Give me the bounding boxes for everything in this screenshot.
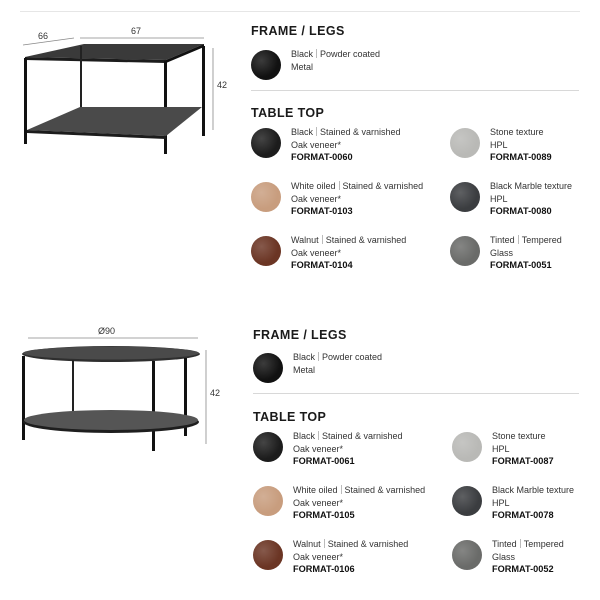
finish-swatch-icon: [253, 353, 283, 383]
finish-material: Oak veneer*: [293, 497, 344, 508]
tabletop-finish-option[interactable]: [251, 180, 431, 224]
finish-swatch-icon: [251, 182, 281, 212]
tabletop-finish-option[interactable]: [251, 234, 431, 278]
finish-swatch-icon: [450, 128, 480, 158]
finish-material: HPL: [490, 193, 508, 204]
finish-material: Glass: [492, 551, 516, 562]
finish-name: Tinted: [492, 539, 517, 549]
table-leg: [202, 46, 205, 136]
frame-section-title: FRAME / LEGS: [253, 328, 347, 342]
separator: [316, 127, 317, 136]
finish-name: Stone texture: [490, 127, 544, 137]
finish-name: Black: [293, 431, 316, 441]
finish-type: Tempered: [523, 539, 564, 549]
finish-type: Stained & varnished: [322, 431, 403, 441]
finish-code: FORMAT-0087: [492, 456, 554, 466]
separator: [520, 539, 521, 548]
tabletop-finish-option[interactable]: [253, 484, 433, 528]
product-round-table: [0, 322, 600, 592]
top-rule: [20, 11, 580, 12]
round-table-drawing: [0, 322, 240, 472]
finish-code: FORMAT-0078: [492, 510, 554, 520]
finish-swatch-icon: [251, 236, 281, 266]
section-divider: [253, 393, 579, 394]
depth-dimension-label: 66: [38, 31, 49, 41]
finish-name: Walnut: [293, 539, 321, 549]
finish-code: FORMAT-0105: [293, 510, 355, 520]
finish-material: Oak veneer*: [293, 443, 344, 454]
finish-swatch-icon: [253, 540, 283, 570]
finish-material: Metal: [293, 364, 316, 375]
finish-code: FORMAT-0080: [490, 206, 552, 216]
frame-finish-option[interactable]: [253, 351, 433, 395]
square-table-drawing: [0, 18, 240, 168]
finish-swatch-icon: [253, 486, 283, 516]
finish-type: Stained & varnished: [327, 539, 409, 549]
finish-swatch-icon: [251, 128, 281, 158]
tabletop-finish-option[interactable]: [450, 180, 600, 224]
finish-material: Metal: [291, 61, 314, 72]
finish-material: HPL: [490, 139, 508, 150]
finish-code: FORMAT-0061: [293, 456, 355, 466]
finish-swatch-icon: [251, 50, 281, 80]
finish-type: Powder coated: [320, 49, 381, 59]
product-square-table: [0, 18, 600, 280]
table-leg: [80, 46, 82, 108]
table-leg: [72, 360, 74, 416]
finish-code: FORMAT-0103: [291, 206, 353, 216]
tabletop-section-title: TABLE TOP: [253, 410, 327, 424]
tabletop-finish-option[interactable]: [450, 126, 600, 170]
finish-name: White oiled: [291, 181, 336, 191]
finish-code: FORMAT-0106: [293, 564, 355, 574]
width-dimension-label: 67: [131, 26, 142, 36]
height-dimension-label: 42: [217, 80, 228, 90]
tabletop-finish-option[interactable]: [452, 538, 600, 582]
separator: [316, 49, 317, 58]
section-divider: [251, 90, 579, 91]
tabletop-finish-option[interactable]: [450, 234, 600, 278]
finish-name: Tinted: [490, 235, 515, 245]
finish-name: White oiled: [293, 485, 338, 495]
tabletop-finish-option[interactable]: [253, 538, 433, 582]
finish-swatch-icon: [253, 432, 283, 462]
tabletop-finish-option[interactable]: [452, 484, 600, 528]
finish-material: Oak veneer*: [291, 193, 342, 204]
finish-material: HPL: [492, 497, 510, 508]
frame-finish-option[interactable]: [251, 48, 431, 92]
finish-name: Black Marble texture: [492, 485, 575, 495]
finish-name: Black: [293, 352, 316, 362]
finish-swatch-icon: [450, 236, 480, 266]
finish-material: Oak veneer*: [291, 247, 342, 258]
finish-name: Black: [291, 49, 314, 59]
table-leg: [24, 58, 27, 144]
finish-code: FORMAT-0060: [291, 152, 353, 162]
finish-name: Stone texture: [492, 431, 546, 441]
table-leg: [22, 356, 25, 440]
finish-swatch-icon: [452, 432, 482, 462]
finish-type: Stained & varnished: [320, 127, 401, 137]
finish-code: FORMAT-0052: [492, 564, 554, 574]
tabletop-finish-option[interactable]: [251, 126, 431, 170]
tabletop-finish-option[interactable]: [452, 430, 600, 474]
separator: [339, 181, 340, 190]
finish-name: Walnut: [291, 235, 319, 245]
finish-type: Stained & varnished: [325, 235, 407, 245]
separator: [322, 235, 323, 244]
height-dimension-label: 42: [210, 388, 221, 398]
finish-type: Stained & varnished: [342, 181, 424, 191]
separator: [341, 485, 342, 494]
finish-type: Stained & varnished: [344, 485, 426, 495]
finish-material: Oak veneer*: [291, 139, 342, 150]
depth-dimension-line: [23, 38, 74, 45]
separator: [518, 235, 519, 244]
separator: [324, 539, 325, 548]
frame-section-title: FRAME / LEGS: [251, 24, 345, 38]
finish-type: Tempered: [521, 235, 562, 245]
finish-swatch-icon: [452, 540, 482, 570]
diameter-dimension-label: Ø90: [98, 326, 116, 336]
finish-swatch-icon: [452, 486, 482, 516]
table-leg: [152, 361, 155, 451]
finish-code: FORMAT-0051: [490, 260, 552, 270]
finish-name: Black: [291, 127, 314, 137]
tabletop-finish-option[interactable]: [253, 430, 433, 474]
finish-material: HPL: [492, 443, 510, 454]
finish-code: FORMAT-0089: [490, 152, 552, 162]
separator: [318, 431, 319, 440]
finish-material: Oak veneer*: [293, 551, 344, 562]
finish-type: Powder coated: [322, 352, 383, 362]
finish-swatch-icon: [450, 182, 480, 212]
tabletop-section-title: TABLE TOP: [251, 106, 325, 120]
finish-code: FORMAT-0104: [291, 260, 353, 270]
finish-name: Black Marble texture: [490, 181, 573, 191]
finish-material: Glass: [490, 247, 514, 258]
separator: [318, 352, 319, 361]
